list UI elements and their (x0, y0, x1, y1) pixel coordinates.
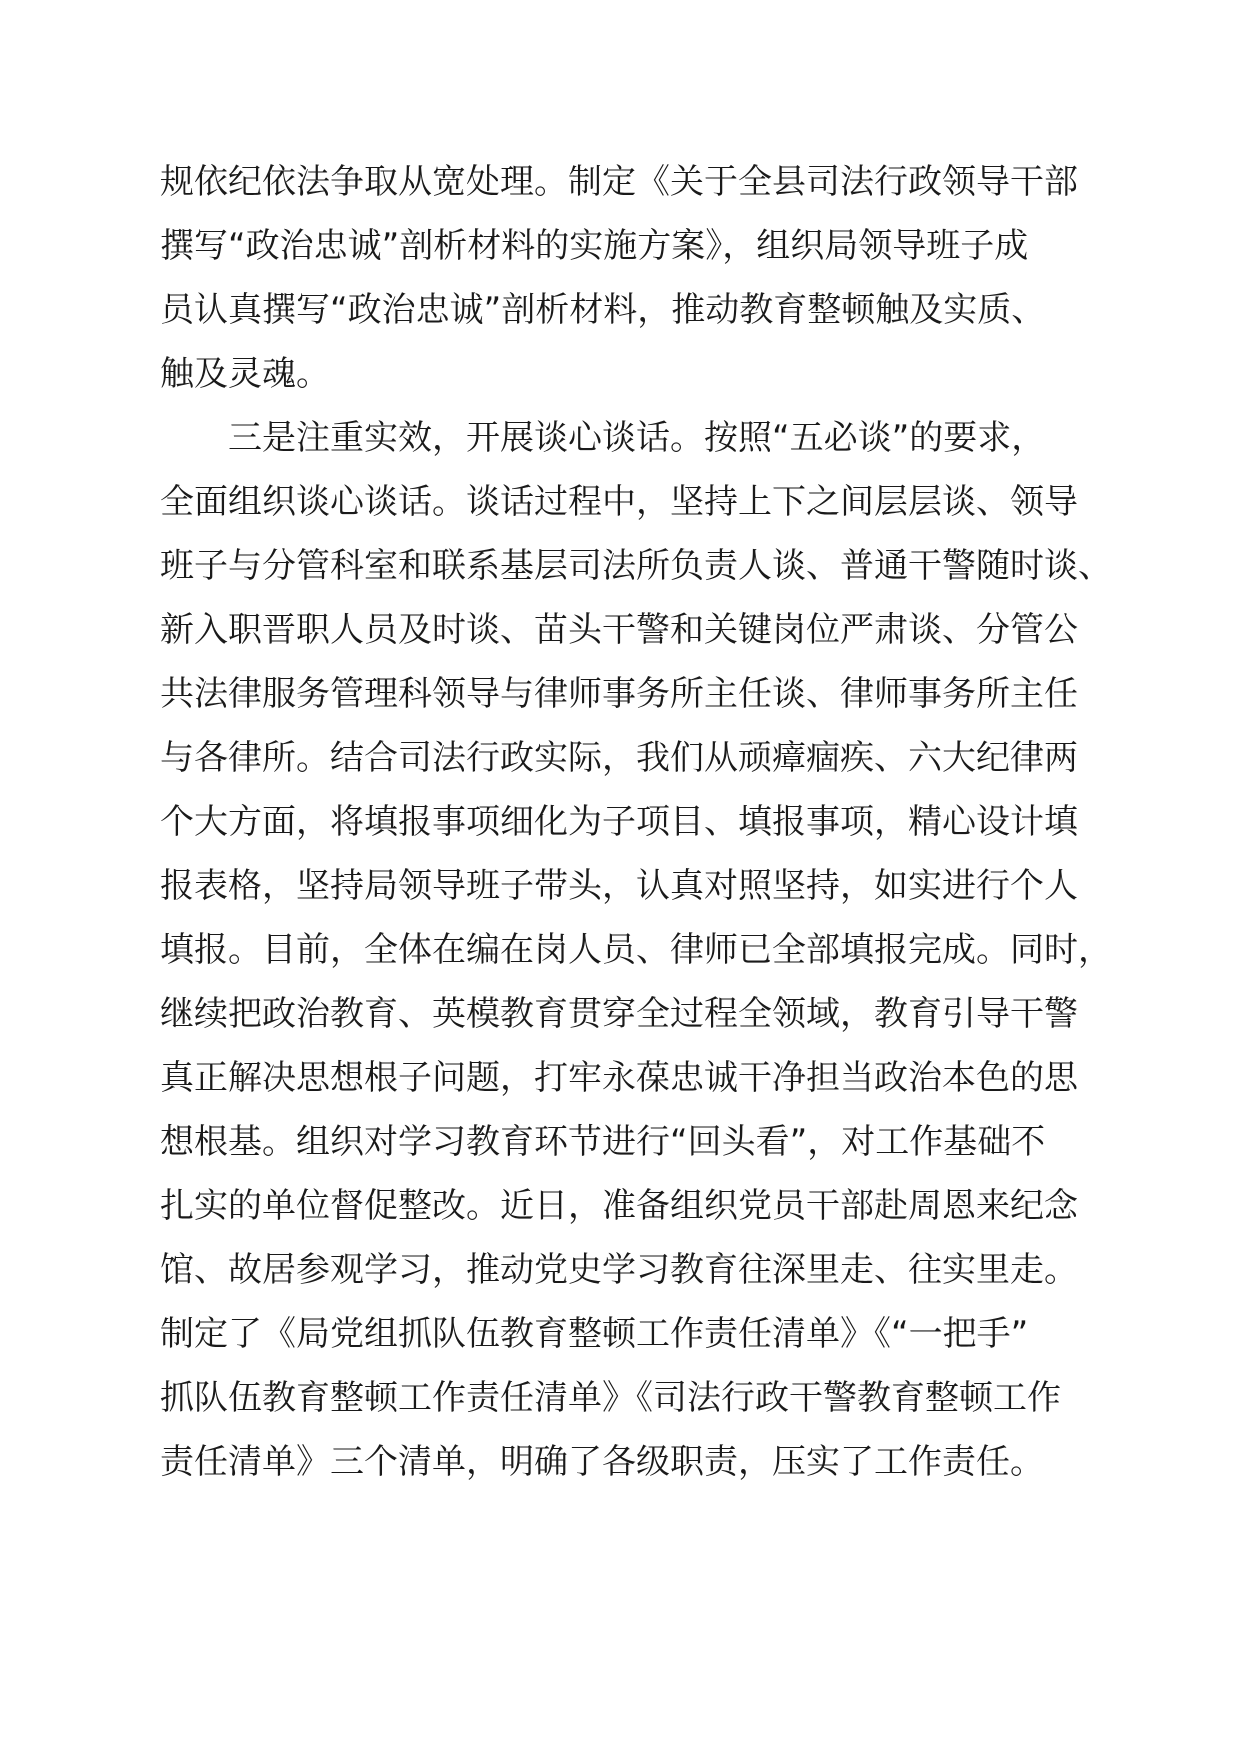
text-line: 与各律所。结合司法行政实际，我们从顽瘴痼疾、六大纪律两 (160, 738, 1078, 778)
text-line: 报表格，坚持局领导班子带头，认真对照坚持，如实进行个人 (160, 866, 1078, 906)
paragraph-2 (160, 406, 1120, 1494)
text-line: 责任清单》三个清单，明确了各级职责，压实了工作责任。 (160, 1442, 1044, 1482)
text-line: 班子与分管科室和联系基层司法所负责人谈、普通干警随时谈、 (160, 546, 1112, 586)
text-line: 触及灵魂。 (160, 354, 330, 394)
text-line: 全面组织谈心谈话。谈话过程中，坚持上下之间层层谈、领导 (160, 482, 1078, 522)
text-line: 抓队伍教育整顿工作责任清单》《司法行政干警教育整顿工作 (160, 1378, 1061, 1418)
text-line: 个大方面，将填报事项细化为子项目、填报事项，精心设计填 (160, 802, 1078, 842)
text-line: 想根基。组织对学习教育环节进行“回头看”，对工作基础不 (160, 1122, 1046, 1162)
text-line: 规依纪依法争取从宽处理。制定《关于全县司法行政领导干部 (160, 162, 1078, 202)
text-line: 三是注重实效，开展谈心谈话。按照“五必谈”的要求， (160, 418, 1046, 458)
text-line: 真正解决思想根子问题，打牢永葆忠诚干净担当政治本色的思 (160, 1058, 1078, 1098)
text-line: 共法律服务管理科领导与律师事务所主任谈、律师事务所主任 (160, 674, 1078, 714)
text-line: 员认真撰写“政治忠诚”剖析材料，推动教育整顿触及实质、 (160, 290, 1046, 330)
text-line: 继续把政治教育、英模教育贯穿全过程全领域，教育引导干警 (160, 994, 1078, 1034)
text-line: 馆、故居参观学习，推动党史学习教育往深里走、往实里走。 (160, 1250, 1078, 1290)
text-line: 制定了《局党组抓队伍教育整顿工作责任清单》《“一把手” (160, 1314, 1029, 1354)
text-line: 填报。目前，全体在编在岗人员、律师已全部填报完成。同时， (160, 930, 1112, 970)
text-line: 新入职晋职人员及时谈、苗头干警和关键岗位严肃谈、分管公 (160, 610, 1078, 650)
text-line: 撰写“政治忠诚”剖析材料的实施方案》，组织局领导班子成 (160, 226, 1029, 266)
paragraph-1 (160, 150, 1120, 406)
text-line: 扎实的单位督促整改。近日，准备组织党员干部赴周恩来纪念 (160, 1186, 1078, 1226)
